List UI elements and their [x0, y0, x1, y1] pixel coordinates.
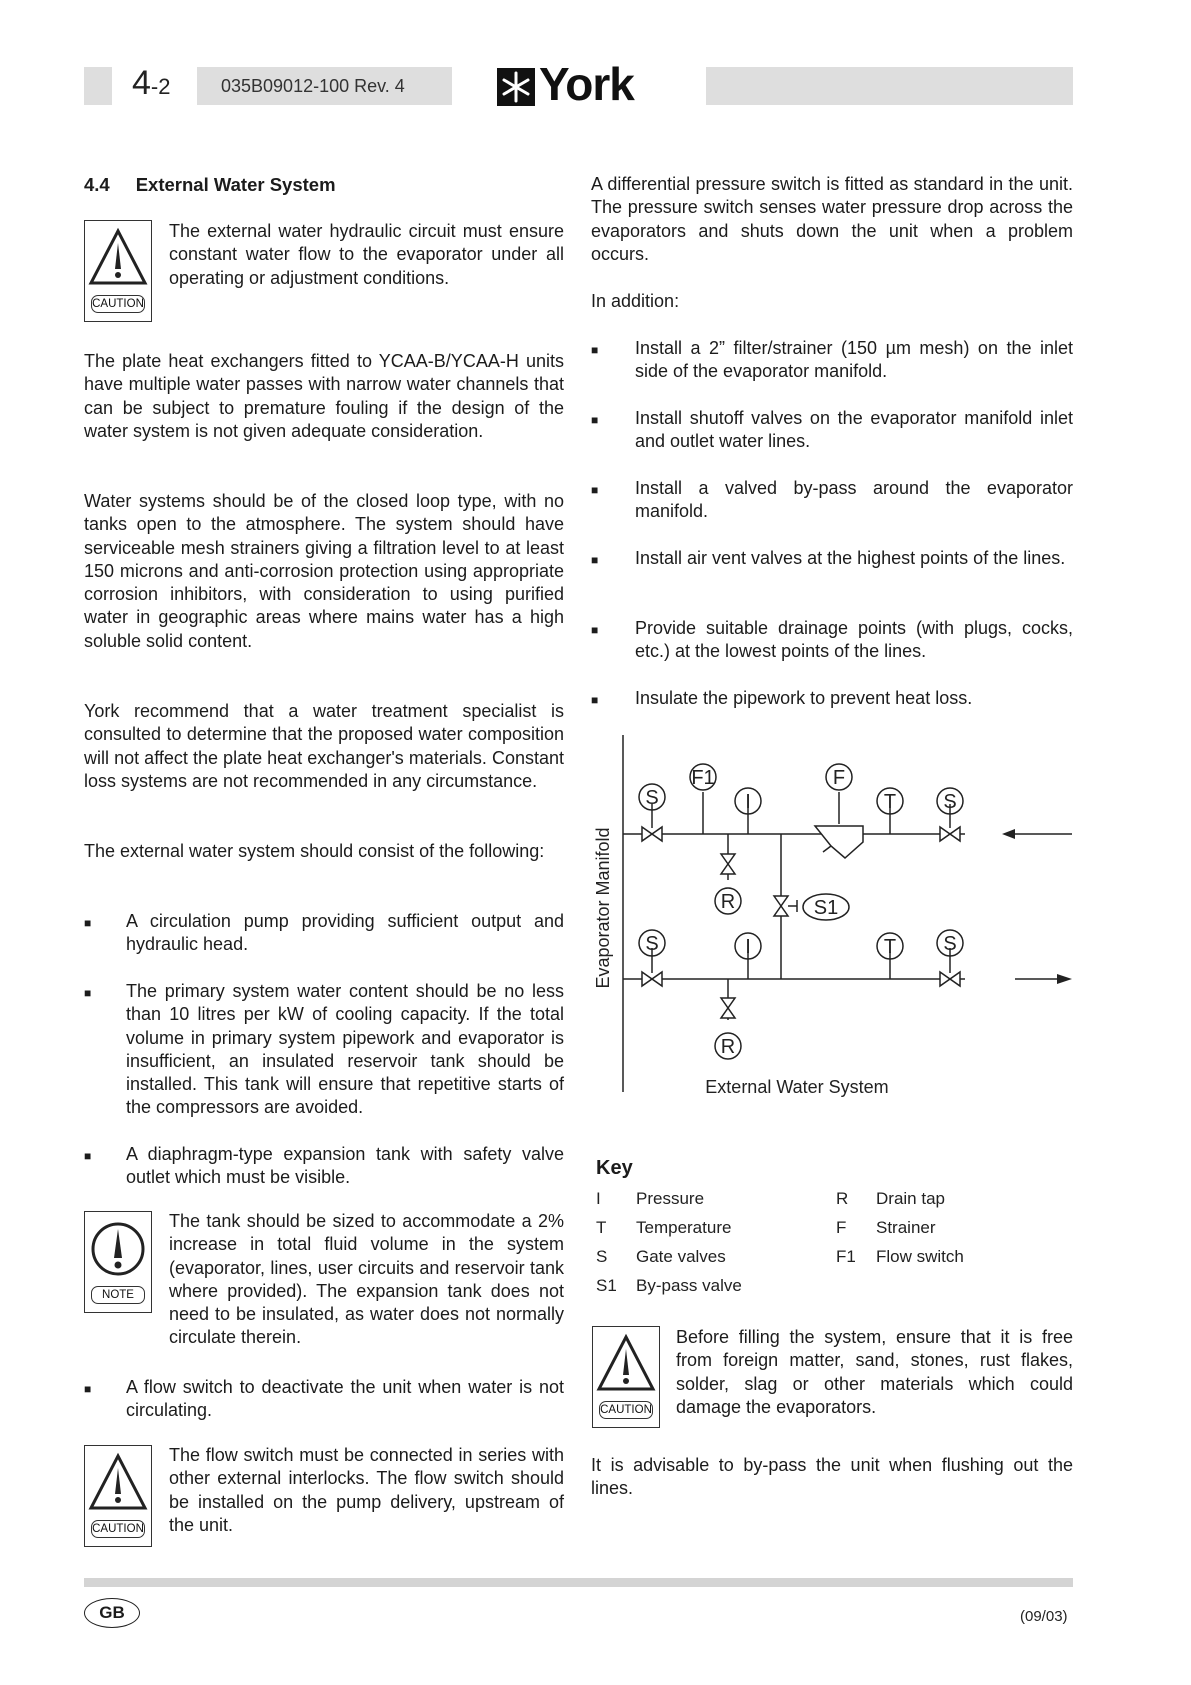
caution-box-3 [592, 1326, 660, 1428]
label-s: S [645, 933, 659, 955]
list-item-expansion-tank: A diaphragm-type expansion tank with safety valve outlet which must be visible. [126, 1144, 564, 1188]
label-s: S [943, 933, 957, 955]
list-item-bypass: Install a valved by-pass around the evaporator manifold. [635, 478, 1073, 522]
list-item-shutoff-valves: Install shutoff valves on the evaporator manifold inlet and outlet water lines. [635, 408, 1073, 452]
list-item-air-vent: Install air vent valves at the highest points of the lines. [635, 548, 1066, 568]
paragraph-plate-heat-exchangers: The plate heat exchangers fitted to YCAA-B/YCAA-H units have multiple water passes with narrow water channels that can be subject to premature fouling if the design of the water system is not given adequate consideration. [84, 351, 564, 441]
caution-text-2: The flow switch must be connected in series with other external interlocks. The flow switch should be installed on the pump delivery, upstream of the unit. [169, 1445, 564, 1535]
list-item-water-content: The primary system water content should be no less than 10 litres per kW of cooling capacity. If the total volume in primary system pipework and evaporator is insufficient, an insulated reservoir tank should be installed. This tank will ensure that repetitive starts of the compressors are avoided. [126, 981, 564, 1118]
key-code: S [596, 1247, 608, 1266]
label-t: T [883, 791, 897, 813]
bullet-icon: ■ [591, 343, 599, 357]
exclamation-circle-icon [85, 1212, 151, 1284]
key-desc: Flow switch [876, 1247, 964, 1266]
bullet-icon: ■ [84, 916, 92, 930]
key-code: R [836, 1189, 849, 1208]
header-bar-right [706, 67, 1073, 105]
paragraph-consist-of: The external water system should consist of the following: [84, 841, 545, 861]
section-heading: 4.4 External Water System [84, 174, 336, 195]
bullet-icon: ■ [591, 693, 599, 707]
key-desc: Gate valves [636, 1247, 726, 1266]
caution-box-1 [84, 220, 152, 322]
caution-label: CAUTION [91, 1520, 145, 1538]
caution-label: CAUTION [91, 295, 145, 313]
note-text: The tank should be sized to accommodate a 2% increase in total fluid volume in the system (evaporator, lines, user circuits and reservoir tank where provided). The expansion tank does not need to be insulated, as water does not normally circulate therein. [169, 1211, 564, 1348]
caution-text-1: The external water hydraulic circuit must ensure constant water flow to the evaporator under all operating or adjustment conditions. [169, 221, 564, 288]
caution-text-3: Before filling the system, ensure that it is free from foreign matter, sand, stones, rust flakes, solder, slag or other materials which could damage the evaporators. [676, 1327, 1073, 1417]
key-code: T [596, 1218, 607, 1237]
manifold-label: Evaporator Manifold [593, 827, 613, 989]
note-label: NOTE [91, 1286, 145, 1304]
warning-triangle-icon [85, 221, 151, 293]
snowflake-icon [497, 68, 535, 106]
footer-bar [84, 1578, 1073, 1587]
key-desc: Pressure [636, 1189, 705, 1208]
list-item-filter: Install a 2” filter/strainer (150 µm mesh) on the inlet side of the evaporator manifold. [635, 338, 1073, 382]
label-s: S [943, 791, 957, 813]
external-water-system-diagram [585, 730, 1080, 1105]
list-item-circulation-pump: A circulation pump providing sufficient output and hydraulic head. [126, 911, 564, 955]
warning-triangle-icon [85, 1446, 151, 1518]
label-t: T [883, 936, 897, 958]
paragraph-bypass-flushing: It is advisable to by-pass the unit when flushing out the lines. [591, 1455, 1073, 1499]
country-badge: GB [84, 1598, 140, 1628]
key-title: Key [596, 1157, 633, 1179]
label-r: R [720, 1036, 736, 1058]
page-number: 4-2 [132, 64, 171, 102]
list-item-insulate: Insulate the pipework to prevent heat loss. [635, 688, 973, 708]
brand-name: York [539, 58, 634, 110]
key-desc: Strainer [876, 1218, 936, 1237]
doc-reference: 035B09012-100 Rev. 4 [221, 76, 405, 96]
caution-box-2 [84, 1445, 152, 1547]
bullet-icon: ■ [84, 1149, 92, 1163]
key-code: S1 [596, 1276, 617, 1295]
paragraph-water-systems: Water systems should be of the closed loop type, with no tanks open to the atmosphere. The system should have serviceable mesh strainers giving a filtration level to at least 150 microns and anti-corrosion protection using appropriate corrosion inhibitors, with consideration to using purified water in geographic areas where mains water has a high soluble solid content. [84, 491, 564, 651]
bullet-icon: ■ [84, 1382, 92, 1396]
bullet-icon: ■ [591, 553, 599, 567]
paragraph-in-addition: In addition: [591, 291, 680, 311]
outlet-arrow-icon [1057, 974, 1072, 984]
key-code: F [836, 1218, 847, 1237]
footer-date: (09/03) [1020, 1608, 1068, 1625]
inlet-arrow-icon [1002, 829, 1015, 839]
label-s: S [645, 787, 659, 809]
york-logo [497, 58, 662, 110]
paragraph-water-treatment: York recommend that a water treatment specialist is consulted to determine that the proposed water composition will not affect the plate heat exchanger's materials. Constant loss systems are not recommended in any circumstance. [84, 701, 564, 791]
list-item-flow-switch: A flow switch to deactivate the unit when water is not circulating. [126, 1377, 564, 1421]
key-code: I [596, 1189, 601, 1208]
bullet-icon: ■ [591, 483, 599, 497]
diagram-caption: External Water System [705, 1077, 889, 1097]
label-i: I [745, 791, 751, 813]
label-r: R [720, 891, 736, 913]
note-box [84, 1211, 152, 1313]
bullet-icon: ■ [84, 986, 92, 1000]
paragraph-pressure-switch: A differential pressure switch is fitted as standard in the unit. The pressure switch senses water pressure drop across the evaporators and shuts down the unit when a problem occurs. [591, 174, 1073, 264]
label-s1: S1 [813, 897, 839, 919]
key-desc: Drain tap [876, 1189, 945, 1208]
caution-label: CAUTION [599, 1401, 653, 1419]
label-f: F [832, 767, 846, 789]
key-desc: Temperature [636, 1218, 732, 1237]
key-code: F1 [836, 1247, 856, 1266]
header-tab-left [84, 67, 112, 105]
bullet-icon: ■ [591, 413, 599, 427]
label-i: I [745, 936, 751, 958]
label-f1: F1 [691, 767, 715, 789]
bullet-icon: ■ [591, 623, 599, 637]
list-item-drainage: Provide suitable drainage points (with plugs, cocks, etc.) at the lowest points of the lines. [635, 618, 1073, 662]
warning-triangle-icon [593, 1327, 659, 1399]
key-desc: By-pass valve [636, 1276, 742, 1295]
